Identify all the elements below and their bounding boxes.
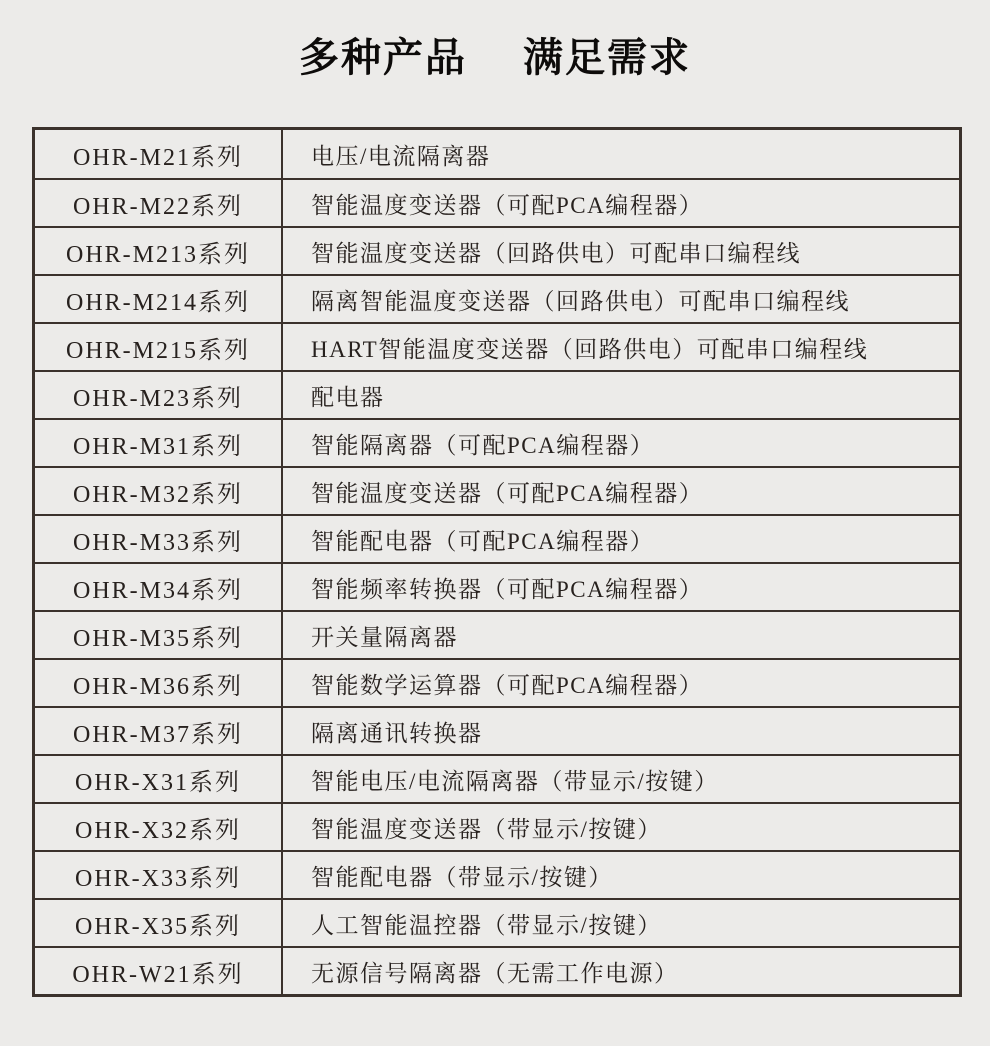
- series-cell: OHR-M215系列: [35, 324, 283, 370]
- table-row: [35, 370, 959, 418]
- product-cell: 智能配电器（带显示/按键）: [311, 864, 613, 890]
- table-row: [35, 130, 959, 178]
- product-cell: 智能温度变送器（可配PCA编程器）: [311, 480, 704, 506]
- product-cell: 隔离通讯转换器: [311, 720, 483, 746]
- series-cell: OHR-X35系列: [35, 900, 283, 946]
- table-row: [35, 514, 959, 562]
- product-cell: 智能温度变送器（带显示/按键）: [311, 816, 662, 842]
- table-row: [35, 418, 959, 466]
- table-row: [35, 658, 959, 706]
- table-row: [35, 946, 959, 994]
- product-cell: 人工智能温控器（带显示/按键）: [311, 912, 662, 938]
- product-cell: 隔离智能温度变送器（回路供电）可配串口编程线: [311, 288, 850, 314]
- product-cell: 智能隔离器（可配PCA编程器）: [311, 432, 655, 458]
- series-cell: OHR-W21系列: [35, 948, 283, 994]
- product-cell: 智能配电器（可配PCA编程器）: [311, 528, 655, 554]
- series-cell: OHR-M22系列: [35, 180, 283, 226]
- series-cell: OHR-X32系列: [35, 804, 283, 850]
- product-cell: 电压/电流隔离器: [311, 143, 491, 169]
- product-cell: 智能数学运算器（可配PCA编程器）: [311, 672, 704, 698]
- table-row: [35, 178, 959, 226]
- table-row: [35, 754, 959, 802]
- series-cell: OHR-M33系列: [35, 516, 283, 562]
- product-cell: 智能温度变送器（可配PCA编程器）: [311, 192, 704, 218]
- table-row: [35, 466, 959, 514]
- table-row: [35, 802, 959, 850]
- series-cell: OHR-M32系列: [35, 468, 283, 514]
- product-cell: 配电器: [311, 384, 385, 410]
- table-row: [35, 562, 959, 610]
- product-table: [32, 127, 962, 997]
- page-title: [0, 26, 990, 83]
- series-cell: OHR-X31系列: [35, 756, 283, 802]
- series-cell: OHR-X33系列: [35, 852, 283, 898]
- product-cell: HART智能温度变送器（回路供电）可配串口编程线: [311, 336, 869, 362]
- series-cell: OHR-M214系列: [35, 276, 283, 322]
- series-cell: OHR-M21系列: [35, 130, 283, 178]
- table-row: [35, 898, 959, 946]
- product-cell: 智能频率转换器（可配PCA编程器）: [311, 576, 704, 602]
- page-title-right: 满足需求: [523, 36, 691, 80]
- table-row: [35, 850, 959, 898]
- table-row: [35, 226, 959, 274]
- page-title-left: 多种产品: [299, 36, 467, 80]
- table-row: [35, 274, 959, 322]
- page-root: [0, 26, 990, 997]
- product-cell: 无源信号隔离器（无需工作电源）: [311, 960, 679, 986]
- series-cell: OHR-M35系列: [35, 612, 283, 658]
- series-cell: OHR-M23系列: [35, 372, 283, 418]
- series-cell: OHR-M37系列: [35, 708, 283, 754]
- series-cell: OHR-M34系列: [35, 564, 283, 610]
- series-cell: OHR-M213系列: [35, 228, 283, 274]
- product-cell: 智能温度变送器（回路供电）可配串口编程线: [311, 240, 801, 266]
- series-cell: OHR-M31系列: [35, 420, 283, 466]
- table-row: [35, 322, 959, 370]
- product-cell: 智能电压/电流隔离器（带显示/按键）: [311, 768, 719, 794]
- table-row: [35, 610, 959, 658]
- product-cell: 开关量隔离器: [311, 624, 458, 650]
- series-cell: OHR-M36系列: [35, 660, 283, 706]
- table-row: [35, 706, 959, 754]
